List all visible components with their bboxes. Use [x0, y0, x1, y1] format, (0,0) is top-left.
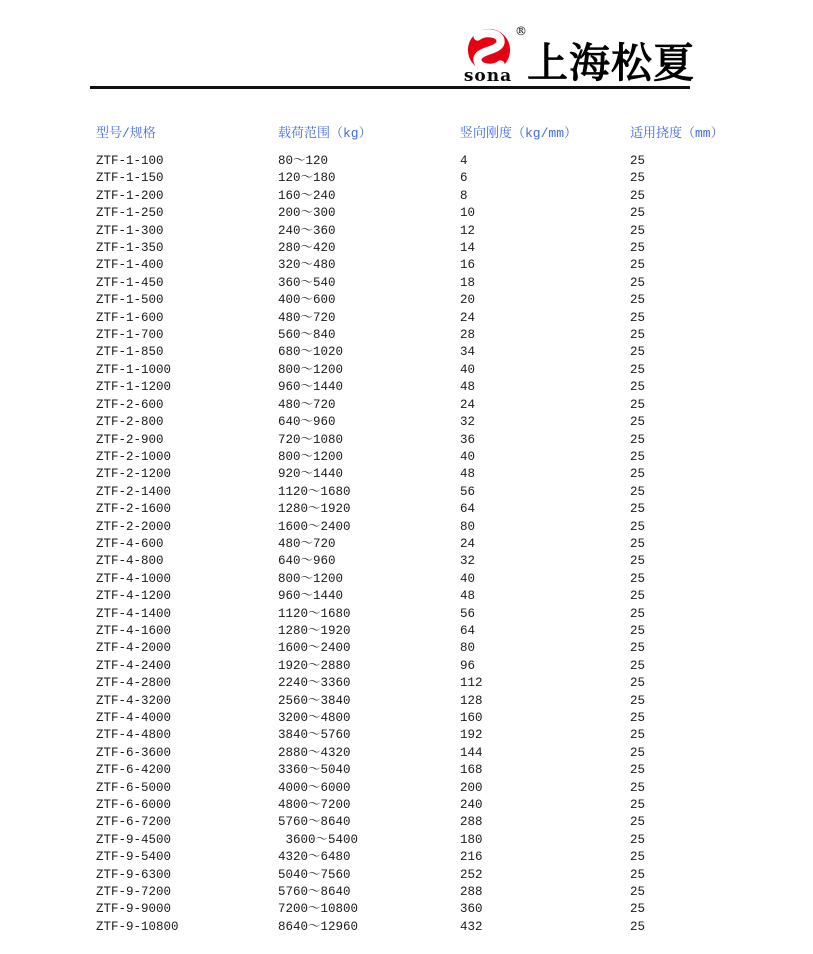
table-row: [96, 292, 720, 309]
table-row: [96, 588, 720, 605]
cell-model: ZTF-2-800: [96, 415, 164, 430]
cell-stiffness: 64: [460, 623, 476, 638]
cell-load-range: 8640～12960: [278, 919, 359, 934]
cell-deflection: 25: [630, 623, 646, 638]
table-row: [96, 397, 720, 414]
cell-stiffness: 32: [460, 554, 476, 569]
cell-deflection: 25: [630, 397, 646, 412]
cell-deflection: 25: [630, 676, 646, 691]
cell-load-range: 680～1020: [278, 345, 344, 360]
table-row: [96, 693, 720, 710]
cell-model: ZTF-1-850: [96, 345, 164, 360]
cell-model: ZTF-2-1400: [96, 484, 172, 499]
cell-stiffness: 6: [460, 171, 468, 186]
table-row: [96, 205, 720, 222]
cell-model: ZTF-1-400: [96, 258, 164, 273]
table-row: [96, 727, 720, 744]
cell-load-range: 640～960: [278, 415, 336, 430]
cell-stiffness: 80: [460, 519, 476, 534]
cell-model: ZTF-1-500: [96, 293, 164, 308]
cell-stiffness: 8: [460, 188, 468, 203]
cell-deflection: 25: [630, 606, 646, 621]
cell-load-range: 320～480: [278, 258, 336, 273]
cell-stiffness: 16: [460, 258, 476, 273]
column-header-deflection: 适用挠度（mm）: [630, 126, 724, 141]
cell-model: ZTF-6-3600: [96, 745, 172, 760]
cell-deflection: 25: [630, 432, 646, 447]
table-row: [96, 814, 720, 831]
cell-model: ZTF-9-10800: [96, 919, 179, 934]
table-row: [96, 832, 720, 849]
cell-load-range: 800～1200: [278, 362, 344, 377]
cell-stiffness: 48: [460, 589, 476, 604]
cell-deflection: 25: [630, 502, 646, 517]
cell-stiffness: 24: [460, 397, 476, 412]
cell-stiffness: 4: [460, 154, 468, 168]
table-row: [96, 153, 720, 170]
cell-stiffness: 180: [460, 832, 483, 847]
cell-deflection: 25: [630, 188, 646, 203]
table-row: [96, 327, 720, 344]
cell-model: ZTF-4-2000: [96, 641, 172, 656]
cell-model: ZTF-4-4000: [96, 711, 172, 725]
cell-deflection: 25: [630, 449, 646, 464]
table-row: [96, 484, 720, 501]
table-row: [96, 919, 720, 936]
cell-model: ZTF-2-1000: [96, 449, 172, 464]
cell-load-range: 3600～5400: [278, 832, 359, 847]
cell-stiffness: 40: [460, 449, 476, 464]
cell-model: ZTF-2-1200: [96, 467, 172, 482]
cell-load-range: 1280～1920: [278, 623, 351, 638]
cell-load-range: 200～300: [278, 206, 336, 221]
cell-deflection: 25: [630, 345, 646, 360]
table-row: [96, 762, 720, 779]
cell-stiffness: 18: [460, 275, 476, 290]
cell-stiffness: 10: [460, 206, 476, 221]
table-row: [96, 675, 720, 692]
table-row: [96, 519, 720, 536]
cell-load-range: 1280～1920: [278, 502, 351, 517]
cell-load-range: 720～1080: [278, 432, 344, 447]
cell-model: ZTF-2-1600: [96, 502, 172, 517]
cell-stiffness: 36: [460, 432, 476, 447]
cell-stiffness: 14: [460, 241, 476, 256]
table-row: [96, 449, 720, 466]
cell-stiffness: 80: [460, 641, 476, 656]
cell-stiffness: 200: [460, 780, 483, 795]
cell-stiffness: 128: [460, 693, 483, 708]
table-row: [96, 658, 720, 675]
cell-load-range: 1120～1680: [278, 606, 351, 621]
cell-deflection: 25: [630, 763, 646, 778]
cell-stiffness: 24: [460, 310, 476, 325]
cell-deflection: 25: [630, 658, 646, 673]
table-row: [96, 849, 720, 866]
cell-stiffness: 192: [460, 728, 483, 743]
cell-deflection: 25: [630, 484, 646, 499]
cell-deflection: 25: [630, 867, 646, 882]
cell-model: ZTF-6-5000: [96, 780, 172, 795]
cell-stiffness: 432: [460, 919, 483, 934]
cell-deflection: 25: [630, 798, 646, 813]
cell-model: ZTF-1-1000: [96, 362, 172, 377]
cell-deflection: 25: [630, 241, 646, 256]
table-row: [96, 379, 720, 396]
cell-load-range: 4320～6480: [278, 850, 351, 865]
cell-model: ZTF-1-200: [96, 188, 164, 203]
cell-load-range: 280～420: [278, 241, 336, 256]
cell-load-range: 2560～3840: [278, 693, 351, 708]
cell-deflection: 25: [630, 171, 646, 186]
cell-model: ZTF-1-300: [96, 223, 164, 238]
table-row: [96, 188, 720, 205]
cell-deflection: 25: [630, 850, 646, 865]
cell-deflection: 25: [630, 467, 646, 482]
cell-stiffness: 20: [460, 293, 476, 308]
cell-model: ZTF-1-600: [96, 310, 164, 325]
cell-deflection: 25: [630, 554, 646, 569]
cell-model: ZTF-6-4200: [96, 763, 172, 778]
table-row: [96, 536, 720, 553]
cell-load-range: 1920～2880: [278, 658, 351, 673]
table-row: [96, 414, 720, 431]
cell-load-range: 7200～10800: [278, 902, 359, 917]
cell-stiffness: 24: [460, 536, 476, 551]
cell-stiffness: 56: [460, 606, 476, 621]
cell-model: ZTF-1-350: [96, 241, 164, 256]
cell-load-range: 160～240: [278, 188, 336, 203]
cell-model: ZTF-4-2400: [96, 658, 172, 673]
cell-deflection: 25: [630, 745, 646, 760]
cell-model: ZTF-2-2000: [96, 519, 172, 534]
cell-deflection: 25: [630, 641, 646, 656]
registered-trademark-icon: ®: [515, 24, 527, 38]
cell-load-range: 120～180: [278, 171, 336, 186]
column-header-model: 型号/规格: [96, 126, 156, 141]
cell-deflection: 25: [630, 154, 646, 168]
cell-stiffness: 32: [460, 415, 476, 430]
cell-stiffness: 64: [460, 502, 476, 517]
table-row: [96, 797, 720, 814]
cell-stiffness: 240: [460, 798, 483, 813]
cell-load-range: 80～120: [278, 154, 329, 168]
cell-load-range: 800～1200: [278, 571, 344, 586]
cell-deflection: 25: [630, 728, 646, 743]
cell-load-range: 2240～3360: [278, 676, 351, 691]
cell-model: ZTF-9-5400: [96, 850, 172, 865]
cell-model: ZTF-1-150: [96, 171, 164, 186]
column-header-stiffness: 竖向刚度（kg/mm）: [460, 126, 578, 141]
cell-load-range: 640～960: [278, 554, 336, 569]
cell-model: ZTF-1-450: [96, 275, 164, 290]
table-row: [96, 571, 720, 588]
cell-model: ZTF-4-1600: [96, 623, 172, 638]
cell-model: ZTF-4-1400: [96, 606, 172, 621]
table-row: [96, 275, 720, 292]
cell-model: ZTF-4-1200: [96, 589, 172, 604]
cell-stiffness: 48: [460, 380, 476, 395]
table-row: [96, 710, 720, 727]
cell-deflection: 25: [630, 206, 646, 221]
cell-load-range: 3200～4800: [278, 711, 351, 725]
cell-load-range: 5760～8640: [278, 815, 351, 830]
cell-deflection: 25: [630, 258, 646, 273]
cell-stiffness: 40: [460, 571, 476, 586]
table-row: [96, 884, 720, 901]
cell-deflection: 25: [630, 536, 646, 551]
cell-load-range: 480～720: [278, 536, 336, 551]
table-row: [96, 362, 720, 379]
cell-stiffness: 34: [460, 345, 476, 360]
cell-model: ZTF-4-4800: [96, 728, 172, 743]
logo-wordmark: sona: [463, 66, 513, 86]
cell-stiffness: 168: [460, 763, 483, 778]
cell-model: ZTF-1-1200: [96, 380, 172, 395]
cell-load-range: 5040～7560: [278, 867, 351, 882]
cell-model: ZTF-9-7200: [96, 885, 172, 900]
table-row: [96, 501, 720, 518]
cell-deflection: 25: [630, 919, 646, 934]
table-row: [96, 780, 720, 797]
cell-stiffness: 12: [460, 223, 476, 238]
cell-deflection: 25: [630, 328, 646, 343]
table-row: [96, 466, 720, 483]
cell-deflection: 25: [630, 693, 646, 708]
cell-stiffness: 360: [460, 902, 483, 917]
cell-stiffness: 288: [460, 815, 483, 830]
cell-load-range: 1600～2400: [278, 641, 351, 656]
company-name: 上海松夏: [527, 40, 695, 86]
cell-deflection: 25: [630, 380, 646, 395]
cell-deflection: 25: [630, 310, 646, 325]
table-row: [96, 240, 720, 257]
table-row: [96, 867, 720, 884]
table-row: [96, 745, 720, 762]
table-row: [96, 310, 720, 327]
cell-deflection: 25: [630, 589, 646, 604]
cell-deflection: 25: [630, 780, 646, 795]
cell-deflection: 25: [630, 275, 646, 290]
cell-deflection: 25: [630, 711, 646, 725]
cell-stiffness: 160: [460, 711, 483, 725]
cell-load-range: 480～720: [278, 310, 336, 325]
table-row: [96, 170, 720, 187]
cell-stiffness: 96: [460, 658, 476, 673]
cell-deflection: 25: [630, 519, 646, 534]
spec-table: [96, 121, 724, 936]
cell-model: ZTF-6-6000: [96, 798, 172, 813]
table-row: [96, 223, 720, 240]
cell-load-range: 5760～8640: [278, 885, 351, 900]
cell-stiffness: 28: [460, 328, 476, 343]
cell-load-range: 960～1440: [278, 380, 344, 395]
cell-stiffness: 252: [460, 867, 483, 882]
cell-stiffness: 288: [460, 885, 483, 900]
cell-deflection: 25: [630, 885, 646, 900]
cell-load-range: 3360～5040: [278, 763, 351, 778]
column-header-load-range: 载荷范围（kg）: [278, 126, 372, 141]
cell-load-range: 400～600: [278, 293, 336, 308]
cell-stiffness: 216: [460, 850, 483, 865]
table-row: [96, 606, 720, 623]
cell-model: ZTF-6-7200: [96, 815, 172, 830]
cell-model: ZTF-4-800: [96, 554, 164, 569]
cell-stiffness: 144: [460, 745, 483, 760]
cell-model: ZTF-1-250: [96, 206, 164, 221]
cell-load-range: 800～1200: [278, 449, 344, 464]
cell-load-range: 1600～2400: [278, 519, 351, 534]
cell-model: ZTF-9-4500: [96, 832, 172, 847]
cell-load-range: 920～1440: [278, 467, 344, 482]
cell-load-range: 1120～1680: [278, 484, 351, 499]
cell-load-range: 2880～4320: [278, 745, 351, 760]
cell-stiffness: 112: [460, 676, 483, 691]
cell-model: ZTF-4-1000: [96, 571, 172, 586]
cell-stiffness: 40: [460, 362, 476, 377]
cell-deflection: 25: [630, 293, 646, 308]
table-row: [96, 432, 720, 449]
cell-model: ZTF-4-600: [96, 536, 164, 551]
table-row: [96, 257, 720, 274]
cell-load-range: 480～720: [278, 397, 336, 412]
cell-model: ZTF-1-700: [96, 328, 164, 343]
cell-model: ZTF-9-6300: [96, 867, 172, 882]
table-header-row: [96, 121, 720, 153]
cell-deflection: 25: [630, 902, 646, 917]
table-row: [96, 623, 720, 640]
cell-deflection: 25: [630, 815, 646, 830]
cell-stiffness: 56: [460, 484, 476, 499]
table-row: [96, 553, 720, 570]
table-row: [96, 640, 720, 657]
cell-deflection: 25: [630, 223, 646, 238]
cell-model: ZTF-9-9000: [96, 902, 172, 917]
cell-load-range: 4000～6000: [278, 780, 351, 795]
cell-model: ZTF-2-600: [96, 397, 164, 412]
cell-model: ZTF-4-3200: [96, 693, 172, 708]
cell-load-range: 560～840: [278, 328, 336, 343]
cell-deflection: 25: [630, 571, 646, 586]
table-row: [96, 901, 720, 918]
cell-stiffness: 48: [460, 467, 476, 482]
cell-load-range: 3840～5760: [278, 728, 351, 743]
cell-load-range: 240～360: [278, 223, 336, 238]
cell-model: ZTF-4-2800: [96, 676, 172, 691]
header-divider: [90, 86, 690, 89]
cell-load-range: 360～540: [278, 275, 336, 290]
cell-deflection: 25: [630, 362, 646, 377]
table-row: [96, 344, 720, 361]
cell-model: ZTF-2-900: [96, 432, 164, 447]
cell-load-range: 4800～7200: [278, 798, 351, 813]
cell-load-range: 960～1440: [278, 589, 344, 604]
cell-model: ZTF-1-100: [96, 154, 164, 168]
cell-deflection: 25: [630, 832, 646, 847]
cell-deflection: 25: [630, 415, 646, 430]
